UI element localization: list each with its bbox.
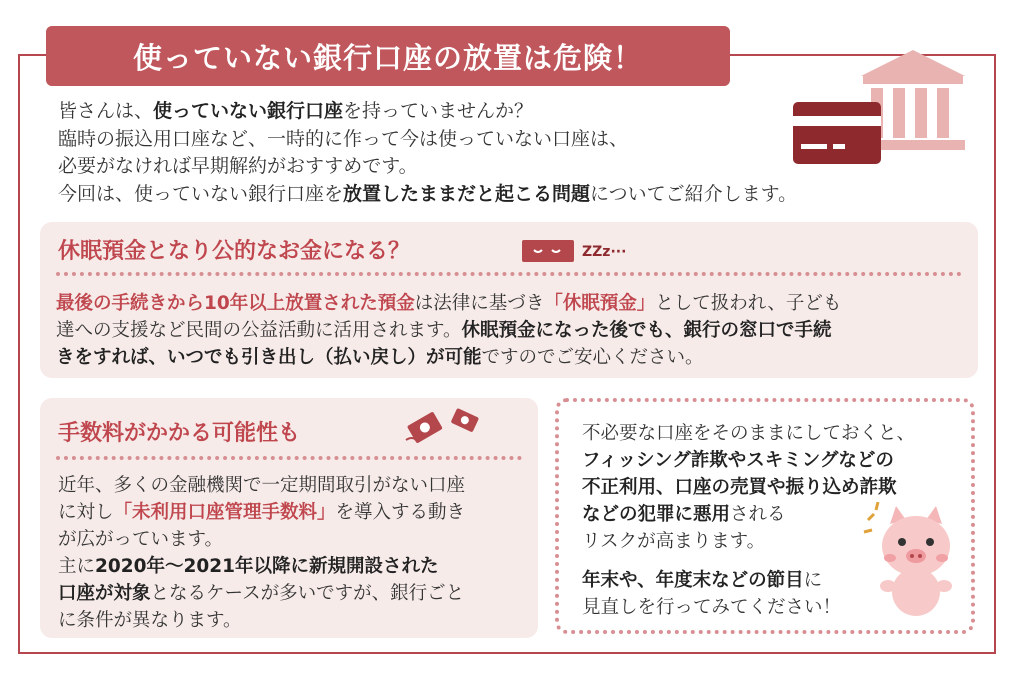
flying-money-icon: [402, 404, 492, 448]
intro-text: 皆さんは、使っていない銀行口座を持っていませんか？ 臨時の振込用口座など、一時的に作って今は使っていない口座は、 必要がなければ早期解約がおすすめです。 今回は、使っていない銀行口座を放置したままだと起こる問題についてご紹介します。: [58, 100, 798, 205]
divider: [56, 272, 962, 276]
pig-mascot-icon: [862, 502, 966, 622]
sleeping-bankbook-icon: [520, 236, 630, 266]
section-title-dormant: 休眠預金となり公的なお金になる？: [58, 239, 411, 264]
fee-text: 近年、多くの金融機関で一定期間取引がない口座 に対し「未利用口座管理手数料」を導入する動き が広がっています。 主に2020年～2021年以降に新規開設された 口座が対象となるケースが多いですが、銀行ごと に条件が異なります。: [58, 475, 466, 631]
page-title: 使っていない銀行口座の放置は危険！: [46, 26, 730, 86]
divider: [56, 456, 522, 460]
svg-text:ZZz···: ZZz···: [582, 244, 627, 260]
risk-text: 不必要な口座をそのままにしておくと、 フィッシング詐欺やスキミングなどの 不正利用、口座の売買や振り込め詐欺 などの犯罪に悪用される リスクが高まります。 年末や、年度末などの節目に 見直しを行ってみてください！: [582, 423, 916, 618]
section-title-fee: 手数料がかかる可能性も: [58, 421, 301, 446]
dormant-deposit-text: 最後の手続きから10年以上放置された預金は法律に基づき「休眠預金」として扱われ、子ども 達への支援など民間の公益活動に活用されます。休眠預金になった後でも、銀行の窓口で手続 きをすれば、いつでも引き出し（払い戻し）が可能ですのでご安心ください。: [56, 293, 842, 368]
